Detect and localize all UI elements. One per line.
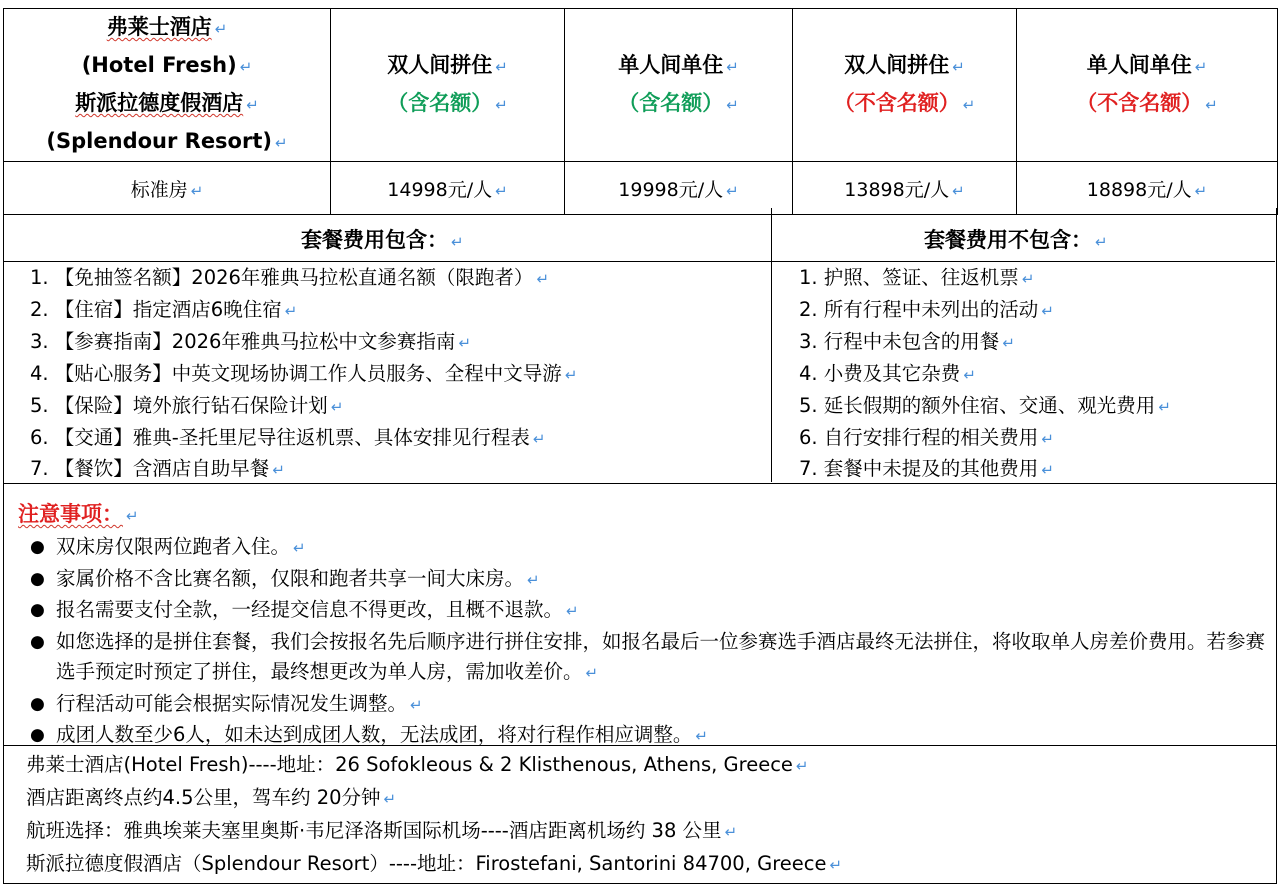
list-item [30, 454, 577, 486]
return-mark: ↵ [246, 96, 259, 114]
notes-title-text: 注意事项： [18, 502, 123, 526]
note-text: 成团人数至少6人，如未达到成团人数，无法成团，将对行程作相应调整。 [56, 723, 693, 746]
address-line [26, 848, 842, 881]
note-item [30, 532, 1275, 564]
hotel-fresh-en: (Hotel Fresh) [81, 53, 237, 77]
note-text: 行程活动可能会根据实际情况发生调整。 [56, 691, 408, 715]
return-mark: ↵ [214, 20, 228, 38]
splendour-cn: 斯派拉德度假酒店 [75, 91, 244, 115]
list-item-text: 3. 【参赛指南】2026年雅典马拉松中文参赛指南 [30, 329, 456, 353]
column-label: 单人间单住 [618, 53, 724, 77]
notes-list [30, 532, 1275, 752]
column-label: 双人间拼住 [387, 53, 493, 77]
list-item [799, 423, 1171, 455]
price-value: 19998元/人 [618, 178, 724, 201]
return-mark: ↵ [1194, 181, 1208, 200]
excluded-title [924, 224, 1108, 254]
note-text: 报名需要支付全款，一经提交信息不得更改，且概不退款。 [56, 598, 564, 621]
list-item [30, 263, 577, 295]
return-mark: ↵ [724, 823, 738, 841]
return-mark: ↵ [829, 856, 843, 874]
address-line [26, 782, 842, 815]
return-mark: ↵ [566, 602, 579, 620]
return-mark: ↵ [1002, 333, 1015, 352]
column-label: 双人间拼住 [844, 53, 950, 77]
return-mark: ↵ [952, 181, 965, 200]
column-sub-label: （含名额） [387, 91, 493, 115]
return-mark: ↵ [458, 333, 472, 352]
return-mark: ↵ [239, 58, 253, 76]
address-text: 斯派拉德度假酒店（Splendour Resort）----地址：Firostefani, Santorini 84700, Greece [26, 852, 827, 875]
note-text: 如您选择的是拼住套餐，我们会按报名先后顺序进行拼住安排，如报名最后一位参赛选手酒店最终无法拼住，将收取单人房差价费用。若参赛选手预定时预定了拼住，最终想更改为单人房，需加收差价。 [56, 629, 1266, 683]
price-value: 18898元/人 [1086, 178, 1192, 201]
list-item [799, 263, 1171, 295]
return-mark: ↵ [726, 96, 739, 114]
list-item-text: 2. 【住宿】指定酒店6晚住宿 [30, 297, 282, 321]
column-sub-label: （不含名额） [1076, 91, 1203, 115]
price-value: 13898元/人 [844, 178, 950, 201]
list-item [30, 327, 577, 359]
note-text: 家属价格不含比赛名额，仅限和跑者共享一间大床房。 [56, 566, 525, 590]
return-mark: ↵ [495, 181, 508, 200]
address-text: 弗莱士酒店(Hotel Fresh)----地址：26 Sofokleous & 2 Klisthenous, Athens, Greece [26, 753, 793, 776]
package-section [3, 208, 1277, 484]
hotel-fresh-cn: 弗莱士酒店 [106, 15, 212, 39]
return-mark: ↵ [726, 58, 739, 76]
return-mark: ↵ [451, 233, 464, 251]
return-mark: ↵ [1194, 58, 1208, 76]
list-item-text: 4. 【贴心服务】中英文现场协调工作人员服务、全程中文导游 [30, 361, 562, 385]
included-title-text: 套餐费用包含： [301, 228, 448, 252]
return-mark: ↵ [495, 96, 508, 114]
list-item [30, 423, 577, 455]
column-header-4 [1017, 9, 1278, 162]
price-row-standard [4, 162, 1278, 215]
return-mark: ↵ [962, 96, 976, 114]
address-section [3, 746, 1277, 884]
return-mark: ↵ [284, 301, 298, 320]
return-mark: ↵ [1205, 96, 1218, 114]
return-mark: ↵ [527, 570, 540, 589]
return-mark: ↵ [1095, 233, 1108, 251]
splendour-en: (Splendour Resort) [46, 129, 272, 153]
note-item [30, 564, 1275, 596]
return-mark: ↵ [1041, 461, 1054, 480]
list-item [30, 295, 577, 327]
address-line [26, 815, 842, 848]
document-page [3, 8, 1277, 884]
price-table [3, 8, 1278, 215]
list-item-text: 1. 【免抽签名额】2026年雅典马拉松直通名额（限跑者） [30, 266, 534, 289]
price-cell-1 [331, 162, 565, 215]
excluded-list [799, 263, 1171, 486]
return-mark: ↵ [1158, 397, 1171, 416]
column-header-3 [793, 9, 1017, 162]
list-item-text: 7. 套餐中未提及的其他费用 [799, 457, 1039, 481]
return-mark: ↵ [126, 507, 139, 525]
return-mark: ↵ [1041, 301, 1054, 320]
return-mark: ↵ [330, 397, 344, 416]
return-mark: ↵ [1021, 270, 1035, 288]
price-value: 14998元/人 [387, 178, 493, 201]
return-mark: ↵ [532, 429, 546, 448]
list-item [799, 359, 1171, 391]
return-mark: ↵ [695, 727, 708, 745]
address-text: 酒店距离终点约4.5公里，驾车约 20分钟 [26, 786, 381, 809]
price-cell-3 [793, 162, 1017, 215]
price-cell-4 [1017, 162, 1278, 215]
column-sub-label: （不含名额） [833, 91, 960, 115]
price-cell-2 [565, 162, 793, 215]
list-item [799, 327, 1171, 359]
return-mark: ↵ [495, 58, 508, 76]
list-item-text: 3. 行程中未包含的用餐 [799, 329, 1000, 353]
list-item-text: 2. 所有行程中未列出的活动 [799, 297, 1039, 321]
list-item-text: 6. 【交通】雅典-圣托里尼导往返机票、具体安排见行程表 [30, 425, 530, 449]
return-mark: ↵ [293, 539, 306, 557]
return-mark: ↵ [536, 270, 550, 288]
list-item [799, 454, 1171, 486]
return-mark: ↵ [1041, 429, 1054, 448]
note-item [30, 595, 1275, 627]
return-mark: ↵ [190, 181, 204, 200]
excluded-title-text: 套餐费用不包含： [924, 228, 1092, 252]
list-item-text: 6. 自行安排行程的相关费用 [799, 425, 1039, 449]
list-item [799, 391, 1171, 423]
column-label: 单人间单住 [1086, 53, 1192, 77]
included-title [301, 224, 464, 254]
note-text: 双床房仅限两位跑者入住。 [56, 535, 291, 558]
address-text: 航班选择：雅典埃莱夫塞里奥斯·韦尼泽洛斯国际机场----酒店距离机场约 38 公里 [26, 819, 722, 842]
column-header-1 [331, 9, 565, 162]
list-item-text: 4. 小费及其它杂费 [799, 361, 961, 385]
list-item [30, 359, 577, 391]
note-item [30, 627, 1275, 689]
hotel-header-cell [4, 9, 331, 162]
notes-title [18, 498, 139, 528]
list-item [799, 295, 1171, 327]
return-mark: ↵ [383, 790, 397, 808]
list-item-text: 5. 【保险】境外旅行钻石保险计划 [30, 393, 328, 417]
notes-section [3, 484, 1277, 746]
return-mark: ↵ [963, 365, 976, 384]
address-lines [26, 749, 842, 881]
return-mark: ↵ [726, 181, 739, 200]
price-table-header-row [4, 9, 1278, 162]
return-mark: ↵ [272, 461, 285, 480]
list-item-text: 5. 延长假期的额外住宿、交通、观光费用 [799, 393, 1156, 417]
return-mark: ↵ [410, 695, 423, 714]
address-line [26, 749, 842, 782]
list-item-text: 1. 护照、签证、往返机票 [799, 266, 1019, 289]
package-header-rule [4, 261, 1275, 262]
room-type-cell [4, 162, 331, 215]
included-list [30, 263, 577, 486]
return-mark: ↵ [952, 58, 965, 76]
package-divider [771, 208, 772, 482]
list-item-text: 7. 【餐饮】含酒店自助早餐 [30, 457, 270, 481]
return-mark: ↵ [795, 757, 809, 775]
return-mark: ↵ [585, 664, 599, 682]
room-type: 标准房 [130, 178, 188, 201]
return-mark: ↵ [564, 365, 578, 384]
note-item [30, 689, 1275, 721]
column-header-2 [565, 9, 793, 162]
column-sub-label: （含名额） [618, 91, 724, 115]
return-mark: ↵ [274, 134, 288, 152]
list-item [30, 391, 577, 423]
